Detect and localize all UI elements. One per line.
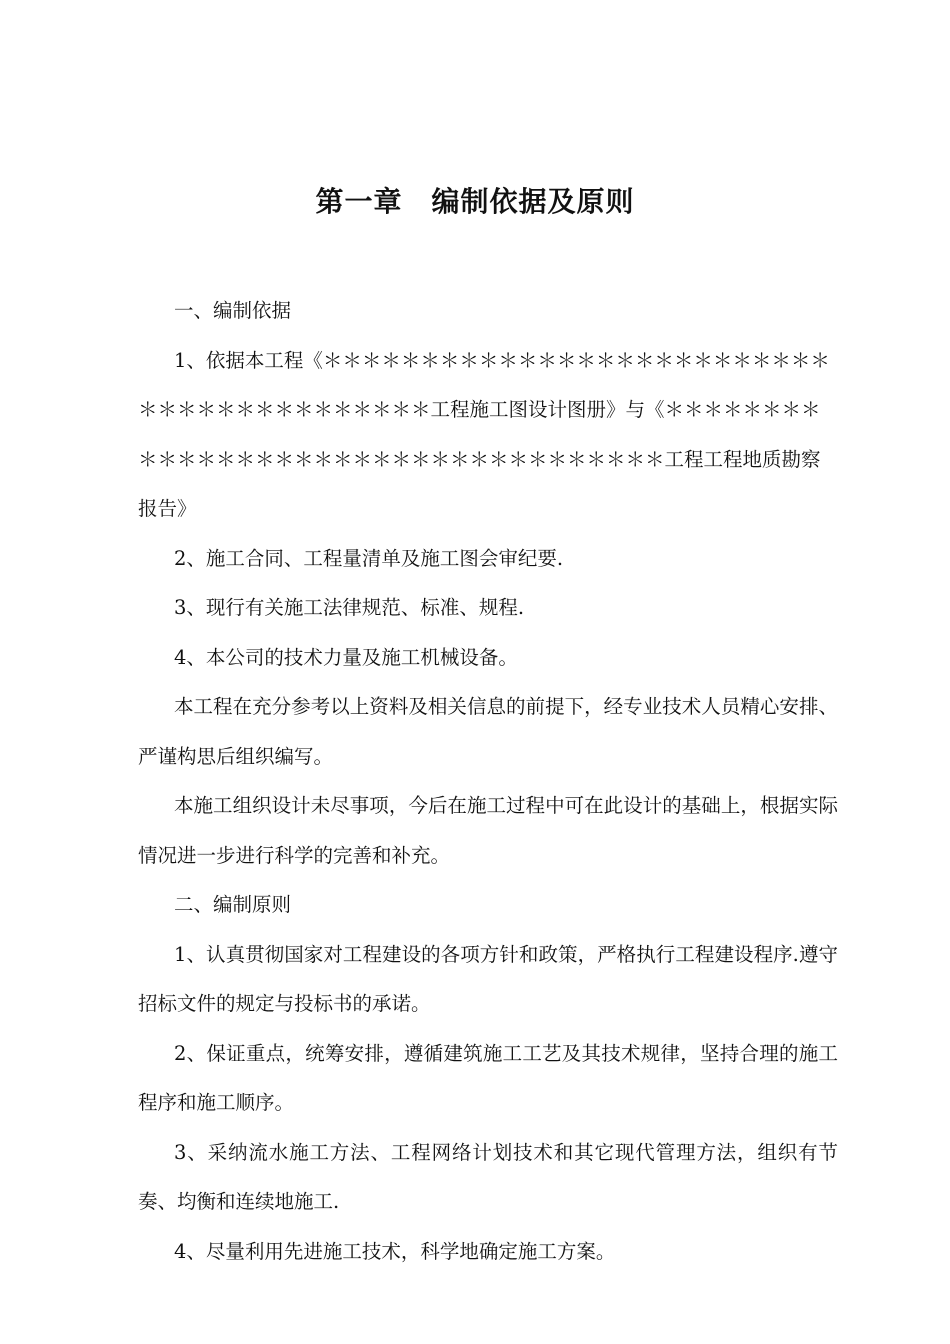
section-heading-principles: 二、编制原则 [174,893,292,916]
principle-item-1: 1、认真贯彻国家对工程建设的各项方针和政策，严格执行工程建设程序.遵守招标文件的规定与投标书的承诺。 [138,942,838,1015]
basis-item-2: 2、施工合同、工程量清单及施工图会审纪要. [174,546,564,570]
basis-item-1: 1、依据本工程《＊＊＊＊＊＊＊＊＊＊＊＊＊＊＊＊＊＊＊＊＊＊＊＊＊＊＊＊＊＊＊＊＊＊＊＊＊＊＊＊＊工程施工图设计图册》与《＊＊＊＊＊＊＊＊＊＊＊＊＊＊＊＊＊＊＊＊＊＊＊＊＊＊＊＊＊＊＊＊＊＊＊工程工程地质勘察报告》 [138,348,830,520]
basis-summary-paragraph: 本工程在充分参考以上资料及相关信息的前提下，经专业技术人员精心安排、严谨构思后组织编写。 [138,695,838,768]
document-body [138,286,838,1276]
section-heading-basis: 一、编制依据 [174,299,292,322]
basis-item-4: 4、本公司的技术力量及施工机械设备。 [174,645,518,669]
principle-item-4: 4、尽量利用先进施工技术，科学地确定施工方案。 [174,1239,616,1263]
principle-item-2: 2、保证重点，统筹安排，遵循建筑施工工艺及其技术规律，坚持合理的施工程序和施工顺序。 [138,1041,838,1114]
principle-item-3: 3、采纳流水施工方法、工程网络计划技术和其它现代管理方法，组织有节奏、均衡和连续地施工. [138,1140,838,1213]
basis-supplement-paragraph: 本施工组织设计未尽事项，今后在施工过程中可在此设计的基础上，根据实际情况进一步进行科学的完善和补充。 [138,794,838,867]
basis-item-3: 3、现行有关施工法律规范、标准、规程. [174,596,525,619]
chapter-title: 第一章 编制依据及原则 [315,185,635,218]
